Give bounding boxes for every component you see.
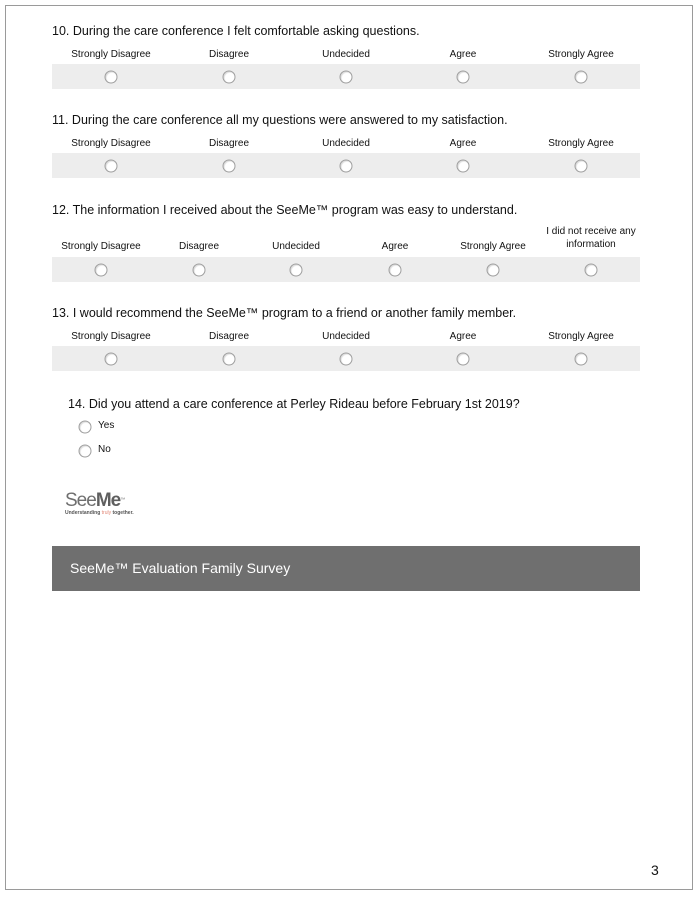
q10-label-agree: Agree [449,49,477,60]
question-11-scale-labels [52,137,640,152]
logo-tag-start: Understanding [65,510,102,516]
logo-wordmark [65,491,165,510]
q13-radio-strongly-disagree[interactable] [105,352,118,365]
q14-label-no: No [98,444,111,455]
q12-radio-disagree[interactable] [193,263,206,276]
q13-label-disagree: Disagree [208,331,250,342]
question-14 [68,397,520,455]
q12-label-did-not-receive: I did not receive any information [546,226,636,250]
q14-radio-no[interactable] [79,445,92,458]
q13-label-strongly-agree: Strongly Agree [548,331,614,342]
q14-label-yes: Yes [98,420,115,431]
question-14-text: 14. Did you attend a care conference at Perley Rideau before February 1st 2019? [68,397,520,411]
q11-radio-strongly-disagree[interactable] [105,159,118,172]
q11-label-strongly-disagree: Strongly Disagree [71,138,151,149]
question-10 [52,24,640,60]
page-number: 3 [651,862,659,878]
question-10-options-row [52,64,640,89]
q13-label-strongly-disagree: Strongly Disagree [71,331,151,342]
question-12-text: 12. The information I received about the SeeMe™ program was easy to understand. [52,203,518,217]
q10-label-undecided: Undecided [322,49,370,60]
q13-radio-undecided[interactable] [340,352,353,365]
q12-radio-strongly-disagree[interactable] [95,263,108,276]
q13-radio-disagree[interactable] [223,352,236,365]
q14-radio-yes[interactable] [79,421,92,434]
q11-radio-disagree[interactable] [223,159,236,172]
logo-tm: ™ [120,497,125,503]
q10-radio-strongly-agree[interactable] [575,70,588,83]
logo-me: Me [95,490,121,511]
question-12 [52,203,640,258]
q10-label-strongly-disagree: Strongly Disagree [71,49,151,60]
q11-label-strongly-agree: Strongly Agree [548,138,614,149]
seeme-logo [65,491,165,519]
logo-tag-end: together. [111,510,134,516]
q12-label-strongly-agree: Strongly Agree [460,241,526,252]
q11-radio-strongly-agree[interactable] [575,159,588,172]
q12-label-undecided: Undecided [272,241,320,252]
question-11 [52,113,640,149]
q13-radio-strongly-agree[interactable] [575,352,588,365]
q13-label-undecided: Undecided [322,331,370,342]
q11-radio-undecided[interactable] [340,159,353,172]
question-13-scale-labels [52,330,640,345]
q12-radio-did-not-receive[interactable] [585,263,598,276]
q10-radio-strongly-disagree[interactable] [105,70,118,83]
q12-radio-strongly-agree[interactable] [487,263,500,276]
q11-label-agree: Agree [449,138,477,149]
q10-label-disagree: Disagree [208,49,250,60]
q11-radio-agree[interactable] [457,159,470,172]
logo-tag-truly: truly [101,510,112,516]
q12-radio-undecided[interactable] [290,263,303,276]
q10-radio-agree[interactable] [457,70,470,83]
logo-see: See [65,490,96,511]
q12-radio-agree[interactable] [389,263,402,276]
question-10-scale-labels [52,48,640,63]
q11-label-disagree: Disagree [208,138,250,149]
question-10-text: 10. During the care conference I felt comfortable asking questions. [52,24,420,38]
question-11-options-row [52,153,640,178]
q10-radio-undecided[interactable] [340,70,353,83]
question-12-options-row [52,257,640,282]
q12-label-strongly-disagree: Strongly Disagree [61,241,141,252]
q11-label-undecided: Undecided [322,138,370,149]
logo-tagline [65,510,165,517]
q10-radio-disagree[interactable] [223,70,236,83]
question-13-text: 13. I would recommend the SeeMe™ program to a friend or another family member. [52,306,517,320]
q13-label-agree: Agree [449,331,477,342]
q13-radio-agree[interactable] [457,352,470,365]
question-13 [52,306,640,342]
question-13-options-row [52,346,640,371]
question-11-text: 11. During the care conference all my questions were answered to my satisfaction. [52,113,508,127]
survey-title-bar: SeeMe™ Evaluation Family Survey [52,546,640,591]
q10-label-strongly-agree: Strongly Agree [548,49,614,60]
q12-label-disagree: Disagree [178,241,220,252]
q12-label-agree: Agree [381,241,409,252]
